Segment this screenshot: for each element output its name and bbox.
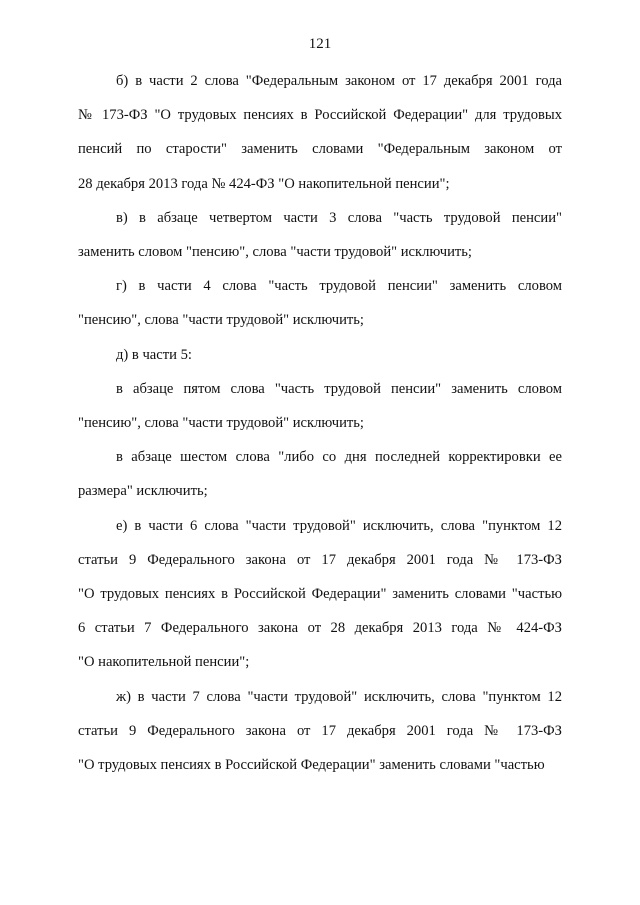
text-line: д) в части 5: — [116, 346, 192, 363]
text-line: г) в части 4 слова "часть трудовой пенсии" заменить словом — [116, 278, 562, 295]
paragraph — [78, 201, 562, 269]
text-line: статьи 9 Федерального закона от 17 декабря 2001 года № 173-ФЗ — [78, 722, 562, 739]
paragraph — [78, 338, 562, 372]
document-body — [78, 64, 562, 782]
text-line: 6 статьи 7 Федерального закона от 28 декабря 2013 года № 424-ФЗ — [78, 620, 562, 637]
text-line: статьи 9 Федерального закона от 17 декабря 2001 года № 173-ФЗ — [78, 551, 562, 568]
text-line: ж) в части 7 слова "части трудовой" исключить, слова "пунктом 12 — [116, 688, 562, 705]
text-line: "пенсию", слова "части трудовой" исключить; — [78, 415, 364, 432]
paragraph — [78, 440, 562, 508]
paragraph — [78, 372, 562, 440]
paragraph — [78, 269, 562, 337]
text-line: е) в части 6 слова "части трудовой" исключить, слова "пунктом 12 — [116, 517, 562, 534]
text-line: № 173-ФЗ "О трудовых пенсиях в Российской Федерации" для трудовых — [78, 107, 562, 124]
text-line: 28 декабря 2013 года № 424-ФЗ "О накопительной пенсии"; — [78, 175, 450, 192]
text-line: "О трудовых пенсиях в Российской Федерации" заменить словами "частью — [78, 757, 545, 774]
text-line: в абзаце шестом слова "либо со дня последней корректировки ее — [116, 449, 562, 466]
text-line: пенсий по старости" заменить словами "Федеральным законом от — [78, 141, 562, 158]
paragraph — [78, 64, 562, 201]
text-line: размера" исключить; — [78, 483, 208, 500]
text-line: в абзаце пятом слова "часть трудовой пенсии" заменить словом — [116, 380, 562, 397]
text-line: б) в части 2 слова "Федеральным законом от 17 декабря 2001 года — [116, 73, 562, 89]
paragraph — [78, 680, 562, 783]
text-line: "О трудовых пенсиях в Российской Федерации" заменить словами "частью — [78, 586, 562, 603]
text-line: "О накопительной пенсии"; — [78, 654, 250, 671]
paragraph — [78, 509, 562, 680]
text-line: в) в абзаце четвертом части 3 слова "часть трудовой пенсии" — [116, 209, 562, 226]
page-number: 121 — [308, 36, 332, 52]
text-line: "пенсию", слова "части трудовой" исключить; — [78, 312, 364, 329]
text-line: заменить словом "пенсию", слова "части трудовой" исключить; — [78, 244, 472, 261]
